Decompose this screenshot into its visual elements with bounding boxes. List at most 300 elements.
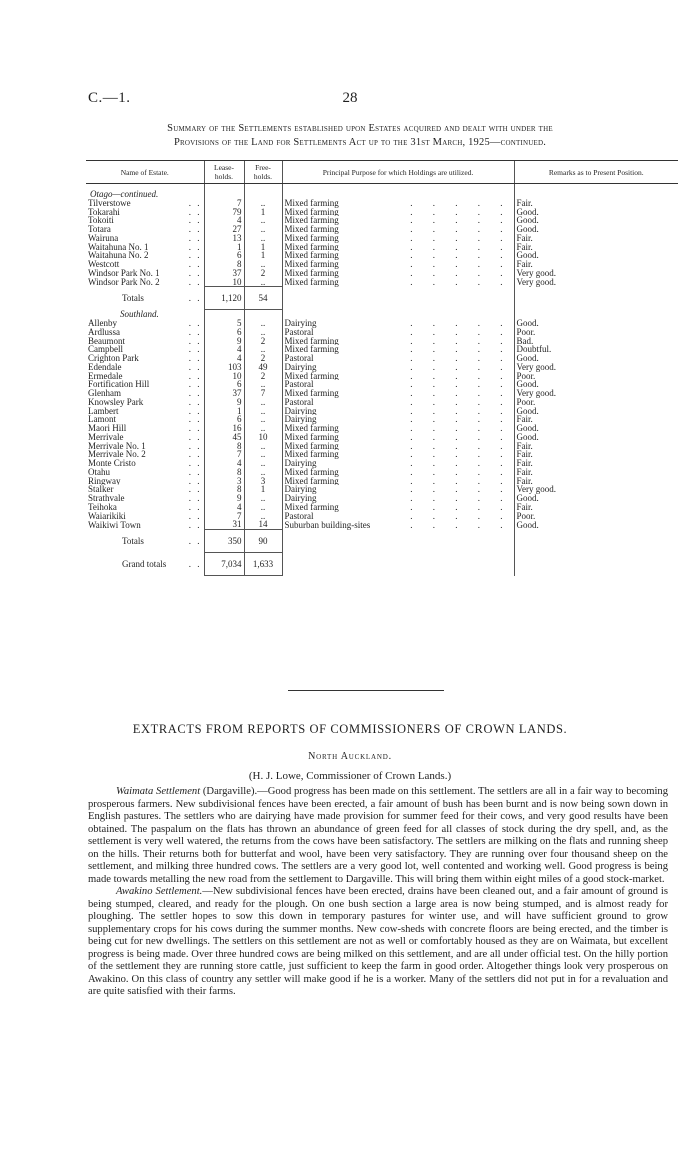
estate-name-text: Edendale bbox=[88, 362, 122, 372]
leader-dots: . . bbox=[188, 502, 202, 512]
estate-name-text: Waikiwi Town bbox=[88, 520, 141, 530]
leader-dots: . . bbox=[188, 242, 202, 252]
remarks-cell: Fair. bbox=[514, 415, 678, 424]
purpose-cell bbox=[282, 512, 514, 521]
estate-name bbox=[86, 208, 204, 217]
leader-dots: . . bbox=[188, 362, 202, 372]
empty-cell bbox=[514, 310, 678, 319]
table-row bbox=[86, 415, 678, 424]
remarks-cell: Very good. bbox=[514, 485, 678, 494]
estate-name-text: Fortification Hill bbox=[88, 380, 150, 389]
estate-name bbox=[86, 345, 204, 354]
purpose-cell-text: Mixed farming bbox=[284, 467, 339, 477]
estate-name bbox=[86, 260, 204, 269]
estate-name bbox=[86, 389, 204, 398]
purpose-cell-text: Mixed farming bbox=[284, 336, 339, 346]
remarks-cell: Good. bbox=[514, 208, 678, 217]
region-heading: North Auckland. bbox=[308, 751, 392, 762]
remarks-cell: Good. bbox=[514, 424, 678, 433]
estate-name-text: Stalker bbox=[88, 485, 114, 494]
remarks-cell: Fair. bbox=[514, 442, 678, 451]
freeholds-cell: 7 bbox=[244, 389, 282, 398]
paragraph-awakino bbox=[88, 886, 668, 999]
remarks-cell: Doubtful. bbox=[514, 345, 678, 354]
table-row bbox=[86, 380, 678, 389]
purpose-cell-text: Mixed farming bbox=[284, 216, 339, 225]
leader-dots: . . bbox=[188, 216, 202, 225]
leader-dots: . . . . . bbox=[410, 424, 512, 433]
purpose-cell-text: Dairying bbox=[284, 319, 317, 328]
estate-name-text: Lamont bbox=[88, 415, 116, 424]
remarks-cell: Good. bbox=[514, 407, 678, 416]
purpose-cell bbox=[282, 442, 514, 451]
remarks-cell: Fair. bbox=[514, 450, 678, 459]
leaseholds-cell: 4 bbox=[204, 354, 244, 363]
leader-dots: . . bbox=[188, 268, 202, 278]
table-row bbox=[86, 328, 678, 337]
table-row bbox=[86, 424, 678, 433]
freeholds-cell: .. bbox=[244, 494, 282, 503]
leader-dots: . . . . . bbox=[410, 260, 512, 269]
leader-dots: . . . . . bbox=[410, 233, 512, 243]
estate-name bbox=[86, 459, 204, 468]
purpose-cell bbox=[282, 319, 514, 328]
estate-name bbox=[86, 269, 204, 278]
purpose-cell bbox=[282, 459, 514, 468]
leaseholds-cell: 37 bbox=[204, 389, 244, 398]
purpose-cell bbox=[282, 225, 514, 234]
freeholds-cell: .. bbox=[244, 345, 282, 354]
estate-name-text: Waitahuna No. 2 bbox=[88, 251, 149, 260]
table-row bbox=[86, 234, 678, 243]
remarks-cell: Very good. bbox=[514, 269, 678, 278]
purpose-cell-text: Suburban building-sites bbox=[284, 520, 371, 530]
purpose-cell-text: Dairying bbox=[284, 485, 317, 494]
table-row bbox=[86, 243, 678, 252]
purpose-cell-text: Mixed farming bbox=[284, 260, 339, 269]
leader-dots: . . bbox=[188, 536, 202, 546]
leader-dots: . . bbox=[188, 336, 202, 346]
leader-dots: . . bbox=[188, 494, 202, 503]
leader-dots: . . . . . bbox=[410, 242, 512, 252]
estate-name bbox=[86, 216, 204, 225]
table-row bbox=[86, 442, 678, 451]
estate-name bbox=[86, 278, 204, 287]
leaseholds-cell: 9 bbox=[204, 337, 244, 346]
leader-dots: . . bbox=[188, 511, 202, 521]
remarks-cell: Bad. bbox=[514, 337, 678, 346]
leader-dots: . . bbox=[188, 476, 202, 486]
purpose-cell-text: Dairying bbox=[284, 406, 317, 416]
leader-dots: . . bbox=[188, 397, 202, 407]
purpose-cell bbox=[282, 415, 514, 424]
table-row bbox=[86, 372, 678, 381]
leader-dots: . . bbox=[188, 450, 202, 459]
leader-dots: . . bbox=[188, 432, 202, 442]
estate-name-text: Teihoka bbox=[88, 502, 117, 512]
estate-name-text: Windsor Park No. 2 bbox=[88, 277, 160, 287]
table-row bbox=[86, 319, 678, 328]
leader-dots: . . bbox=[188, 293, 202, 304]
leaseholds-cell: 6 bbox=[204, 380, 244, 389]
leader-dots: . . bbox=[188, 233, 202, 243]
remarks-cell: Fair. bbox=[514, 243, 678, 252]
leaseholds-cell: 9 bbox=[204, 398, 244, 407]
purpose-cell bbox=[282, 328, 514, 337]
leader-dots: . . . . . bbox=[410, 354, 512, 363]
freeholds-cell: 1 bbox=[244, 251, 282, 260]
estate-name bbox=[86, 485, 204, 494]
leaseholds-cell: 7 bbox=[204, 450, 244, 459]
purpose-cell bbox=[282, 433, 514, 442]
remarks-cell: Good. bbox=[514, 354, 678, 363]
freeholds-cell: 1 bbox=[244, 243, 282, 252]
estate-name-text: Strathvale bbox=[88, 494, 125, 503]
estate-name-text: Windsor Park No. 1 bbox=[88, 268, 160, 278]
estate-name bbox=[86, 450, 204, 459]
freeholds-cell: 1 bbox=[244, 485, 282, 494]
purpose-cell-text: Pastoral bbox=[284, 511, 314, 521]
purpose-cell-text: Mixed farming bbox=[284, 242, 339, 252]
remarks-cell: Good. bbox=[514, 319, 678, 328]
estate-name-text: Tokoiti bbox=[88, 216, 114, 225]
section-divider bbox=[288, 690, 444, 691]
purpose-cell bbox=[282, 380, 514, 389]
purpose-cell bbox=[282, 389, 514, 398]
leaseholds-cell: 16 bbox=[204, 424, 244, 433]
remarks-cell: Very good. bbox=[514, 278, 678, 287]
table-row bbox=[86, 208, 678, 217]
extracts-heading: EXTRACTS FROM REPORTS OF COMMISSIONERS OF CROWN LANDS. bbox=[132, 722, 568, 736]
leader-dots: . . bbox=[188, 520, 202, 530]
estate-name bbox=[86, 468, 204, 477]
leader-dots: . . bbox=[188, 485, 202, 494]
estate-name-text: Glenham bbox=[88, 389, 121, 398]
leaseholds-cell: 4 bbox=[204, 345, 244, 354]
purpose-cell-text: Mixed farming bbox=[284, 424, 339, 433]
estate-name-text: Merrivale No. 2 bbox=[88, 450, 146, 459]
totals-label-text: Totals bbox=[122, 293, 144, 304]
leaseholds-cell: 6 bbox=[204, 251, 244, 260]
purpose-cell-text: Mixed farming bbox=[284, 277, 339, 287]
purpose-cell bbox=[282, 269, 514, 278]
freeholds-cell: 3 bbox=[244, 477, 282, 486]
freeholds-cell: .. bbox=[244, 380, 282, 389]
report-body bbox=[88, 786, 668, 999]
estate-name bbox=[86, 363, 204, 372]
freeholds-cell: .. bbox=[244, 512, 282, 521]
leaseholds-cell: 13 bbox=[204, 234, 244, 243]
table-row bbox=[86, 398, 678, 407]
empty-cell bbox=[514, 530, 678, 553]
table-row bbox=[86, 269, 678, 278]
purpose-cell bbox=[282, 407, 514, 416]
purpose-cell-text: Mixed farming bbox=[284, 389, 339, 398]
leaseholds-cell: 6 bbox=[204, 415, 244, 424]
purpose-cell-text: Mixed farming bbox=[284, 268, 339, 278]
freeholds-cell: .. bbox=[244, 328, 282, 337]
purpose-cell bbox=[282, 199, 514, 208]
leader-dots: . . bbox=[188, 354, 202, 363]
leader-dots: . . . . . bbox=[410, 415, 512, 424]
freeholds-cell: .. bbox=[244, 398, 282, 407]
purpose-cell-text: Mixed farming bbox=[284, 432, 339, 442]
empty-cell bbox=[244, 190, 282, 199]
purpose-cell bbox=[282, 520, 514, 529]
purpose-cell bbox=[282, 278, 514, 287]
totals-leaseholds: 1,120 bbox=[204, 287, 244, 310]
table-row bbox=[86, 337, 678, 346]
leader-dots: . . . . . bbox=[410, 502, 512, 512]
leader-dots: . . . . . bbox=[410, 277, 512, 287]
leader-dots: . . . . . bbox=[410, 432, 512, 442]
leader-dots: . . . . . bbox=[410, 251, 512, 260]
leaseholds-cell: 1 bbox=[204, 243, 244, 252]
purpose-cell bbox=[282, 243, 514, 252]
leader-dots: . . . . . bbox=[410, 441, 512, 451]
table-row bbox=[86, 477, 678, 486]
remarks-cell: Good. bbox=[514, 494, 678, 503]
empty-cell bbox=[514, 190, 678, 199]
table-row bbox=[86, 260, 678, 269]
summary-title-line-2: Provisions of the Land for Settlements Act up to the 31st March, 1925—continued. bbox=[173, 137, 547, 148]
empty-cell bbox=[514, 553, 678, 576]
remarks-cell: Poor. bbox=[514, 512, 678, 521]
estate-name-text: Westcott bbox=[88, 260, 120, 269]
leader-dots: . . bbox=[188, 345, 202, 354]
paragraph-waimata bbox=[88, 786, 668, 886]
purpose-cell-text: Pastoral bbox=[284, 354, 314, 363]
table-row bbox=[86, 389, 678, 398]
freeholds-cell: .. bbox=[244, 459, 282, 468]
col-header-leaseholds: Lease-holds. bbox=[204, 161, 244, 184]
leader-dots: . . bbox=[188, 389, 202, 398]
estate-name bbox=[86, 372, 204, 381]
leaseholds-cell: 31 bbox=[204, 520, 244, 529]
leader-dots: . . . . . bbox=[410, 336, 512, 346]
leader-dots: . . . . . bbox=[410, 268, 512, 278]
leaseholds-cell: 4 bbox=[204, 503, 244, 512]
remarks-cell: Fair. bbox=[514, 459, 678, 468]
purpose-cell bbox=[282, 494, 514, 503]
purpose-cell-text: Mixed farming bbox=[284, 441, 339, 451]
estate-name-text: Monte Cristo bbox=[88, 459, 136, 468]
empty-cell bbox=[204, 190, 244, 199]
leaseholds-cell: 6 bbox=[204, 328, 244, 337]
table-row bbox=[86, 503, 678, 512]
leader-dots: . . . . . bbox=[410, 345, 512, 354]
leader-dots: . . . . . bbox=[410, 380, 512, 389]
leader-dots: . . bbox=[188, 277, 202, 287]
freeholds-cell: 1 bbox=[244, 208, 282, 217]
empty-cell bbox=[282, 287, 514, 310]
estate-name bbox=[86, 442, 204, 451]
freeholds-cell: .. bbox=[244, 199, 282, 208]
leaseholds-cell: 8 bbox=[204, 485, 244, 494]
table-row bbox=[86, 363, 678, 372]
estate-name bbox=[86, 520, 204, 529]
leaseholds-cell: 3 bbox=[204, 477, 244, 486]
purpose-cell-text: Mixed farming bbox=[284, 225, 339, 234]
page-number: 28 bbox=[342, 90, 358, 106]
purpose-cell bbox=[282, 477, 514, 486]
settlement-title: Waimata Settlement bbox=[116, 786, 201, 797]
leader-dots: . . bbox=[188, 415, 202, 424]
purpose-cell bbox=[282, 251, 514, 260]
estate-name bbox=[86, 433, 204, 442]
purpose-cell-text: Mixed farming bbox=[284, 345, 339, 354]
estate-name bbox=[86, 415, 204, 424]
freeholds-cell: .. bbox=[244, 319, 282, 328]
purpose-cell-text: Mixed farming bbox=[284, 450, 339, 459]
totals-row bbox=[86, 530, 678, 553]
leader-dots: . . bbox=[188, 207, 202, 217]
purpose-cell bbox=[282, 372, 514, 381]
purpose-cell-text: Dairying bbox=[284, 362, 317, 372]
leader-dots: . . . . . bbox=[410, 520, 512, 530]
estate-name bbox=[86, 477, 204, 486]
estate-name-text: Ardlussa bbox=[88, 327, 120, 337]
totals-freeholds: 54 bbox=[244, 287, 282, 310]
totals-freeholds: 1,633 bbox=[244, 553, 282, 576]
empty-cell bbox=[282, 530, 514, 553]
table-row bbox=[86, 407, 678, 416]
freeholds-cell: 2 bbox=[244, 337, 282, 346]
purpose-cell bbox=[282, 363, 514, 372]
leader-dots: . . bbox=[188, 260, 202, 269]
table-row bbox=[86, 520, 678, 529]
section-heading-row bbox=[86, 310, 678, 319]
freeholds-cell: .. bbox=[244, 407, 282, 416]
totals-leaseholds: 350 bbox=[204, 530, 244, 553]
totals-label bbox=[86, 530, 204, 553]
purpose-cell bbox=[282, 398, 514, 407]
estate-name-text: Maori Hill bbox=[88, 424, 127, 433]
purpose-cell bbox=[282, 337, 514, 346]
purpose-cell bbox=[282, 208, 514, 217]
leader-dots: . . bbox=[188, 441, 202, 451]
estate-name-text: Beaumont bbox=[88, 336, 125, 346]
col-header-remarks: Remarks as to Present Position. bbox=[514, 161, 678, 184]
paragraph-text: —New subdivisional fences have been erected, drains have been cleaned out, and a fair amount of ground is being stumped, cleared, and ready for the plough. On one bush section a large area is now being stumped, and is almost ready for ploughing. The settler hopes to sow this down in temporary pastures for winter use, and will have sufficient ground to grow supplementary crops for his cows during the summer months. New cow-sheds with concrete floors are being erected, and the timber is being cut for new dwellings. The settlers on this settlement are not as well or comfortably housed as they are on Waimata, but excellent progress is being made. Over three hundred cows are being milked on this settlement, and are all under official test. On the hilly portion of the settlement they are running store cattle, just sufficient to keep the farm in good order. Altogether things look very prosperous on Awakino. On this class of country any settler will make good if he is a worker. Many of the settlers did not put in for a revaluation and are quite satisfied with their farms. bbox=[88, 886, 668, 997]
table-row bbox=[86, 494, 678, 503]
remarks-cell: Fair. bbox=[514, 503, 678, 512]
purpose-cell-text: Mixed farming bbox=[284, 251, 339, 260]
totals-label-text: Totals bbox=[122, 536, 144, 546]
empty-cell bbox=[244, 310, 282, 319]
leaseholds-cell: 5 bbox=[204, 319, 244, 328]
estate-name-text: Otahu bbox=[88, 467, 110, 477]
leader-dots: . . bbox=[188, 198, 202, 208]
estate-name bbox=[86, 424, 204, 433]
remarks-cell: Fair. bbox=[514, 477, 678, 486]
table-row bbox=[86, 345, 678, 354]
leaseholds-cell: 103 bbox=[204, 363, 244, 372]
table-row bbox=[86, 459, 678, 468]
estate-name bbox=[86, 319, 204, 328]
purpose-cell bbox=[282, 450, 514, 459]
table-row bbox=[86, 278, 678, 287]
estate-name-text: Knowsley Park bbox=[88, 397, 144, 407]
table-row bbox=[86, 251, 678, 260]
purpose-cell bbox=[282, 345, 514, 354]
purpose-cell-text: Pastoral bbox=[284, 327, 314, 337]
remarks-cell: Good. bbox=[514, 216, 678, 225]
leaseholds-cell: 4 bbox=[204, 459, 244, 468]
totals-freeholds: 90 bbox=[244, 530, 282, 553]
leader-dots: . . . . . bbox=[410, 450, 512, 459]
estate-name-text: Waitahuna No. 1 bbox=[88, 242, 149, 252]
remarks-cell: Fair. bbox=[514, 260, 678, 269]
freeholds-cell: .. bbox=[244, 278, 282, 287]
remarks-cell: Good. bbox=[514, 433, 678, 442]
table-header-row bbox=[86, 161, 678, 184]
remarks-cell: Poor. bbox=[514, 372, 678, 381]
freeholds-cell: .. bbox=[244, 225, 282, 234]
remarks-cell: Fair. bbox=[514, 468, 678, 477]
leader-dots: . . . . . bbox=[410, 198, 512, 208]
freeholds-cell: .. bbox=[244, 503, 282, 512]
leader-dots: . . . . . bbox=[410, 216, 512, 225]
leaseholds-cell: 8 bbox=[204, 260, 244, 269]
purpose-cell-text: Mixed farming bbox=[284, 502, 339, 512]
estate-name-text: Merrivale No. 1 bbox=[88, 441, 146, 451]
commissioner-line: (H. J. Lowe, Commissioner of Crown Lands.) bbox=[248, 770, 452, 782]
estate-name bbox=[86, 243, 204, 252]
document-reference: C.—1. bbox=[88, 90, 131, 106]
totals-leaseholds: 7,034 bbox=[204, 553, 244, 576]
table-row bbox=[86, 485, 678, 494]
estate-name bbox=[86, 512, 204, 521]
leaseholds-cell: 10 bbox=[204, 278, 244, 287]
estate-name bbox=[86, 380, 204, 389]
empty-cell bbox=[514, 287, 678, 310]
summary-title bbox=[80, 122, 640, 150]
leader-dots: . . . . . bbox=[410, 371, 512, 381]
estate-name-text: Crighton Park bbox=[88, 354, 139, 363]
col-header-estate: Name of Estate. bbox=[86, 161, 204, 184]
freeholds-cell: .. bbox=[244, 260, 282, 269]
totals-row bbox=[86, 287, 678, 310]
remarks-cell: Poor. bbox=[514, 328, 678, 337]
estate-name-text: Merrivale bbox=[88, 432, 124, 442]
col-header-freeholds: Free-holds. bbox=[244, 161, 282, 184]
settlements-table bbox=[86, 160, 678, 576]
estate-name bbox=[86, 328, 204, 337]
freeholds-cell: 2 bbox=[244, 354, 282, 363]
purpose-cell-text: Mixed farming bbox=[284, 476, 339, 486]
leaseholds-cell: 79 bbox=[204, 208, 244, 217]
leaseholds-cell: 8 bbox=[204, 442, 244, 451]
leader-dots: . . . . . bbox=[410, 476, 512, 486]
leader-dots: . . . . . bbox=[410, 207, 512, 217]
purpose-cell bbox=[282, 424, 514, 433]
purpose-cell-text: Pastoral bbox=[284, 380, 314, 389]
estate-name-text: Lambert bbox=[88, 406, 119, 416]
totals-label bbox=[86, 287, 204, 310]
totals-label bbox=[86, 553, 204, 576]
leaseholds-cell: 7 bbox=[204, 199, 244, 208]
leader-dots: . . bbox=[188, 327, 202, 337]
freeholds-cell: .. bbox=[244, 442, 282, 451]
leader-dots: . . bbox=[188, 371, 202, 381]
empty-cell bbox=[282, 553, 514, 576]
freeholds-cell: 2 bbox=[244, 372, 282, 381]
purpose-cell-text: Mixed farming bbox=[284, 207, 339, 217]
leader-dots: . . bbox=[188, 559, 202, 569]
estate-name-text: Tilverstowe bbox=[88, 198, 131, 208]
remarks-cell: Good. bbox=[514, 520, 678, 529]
